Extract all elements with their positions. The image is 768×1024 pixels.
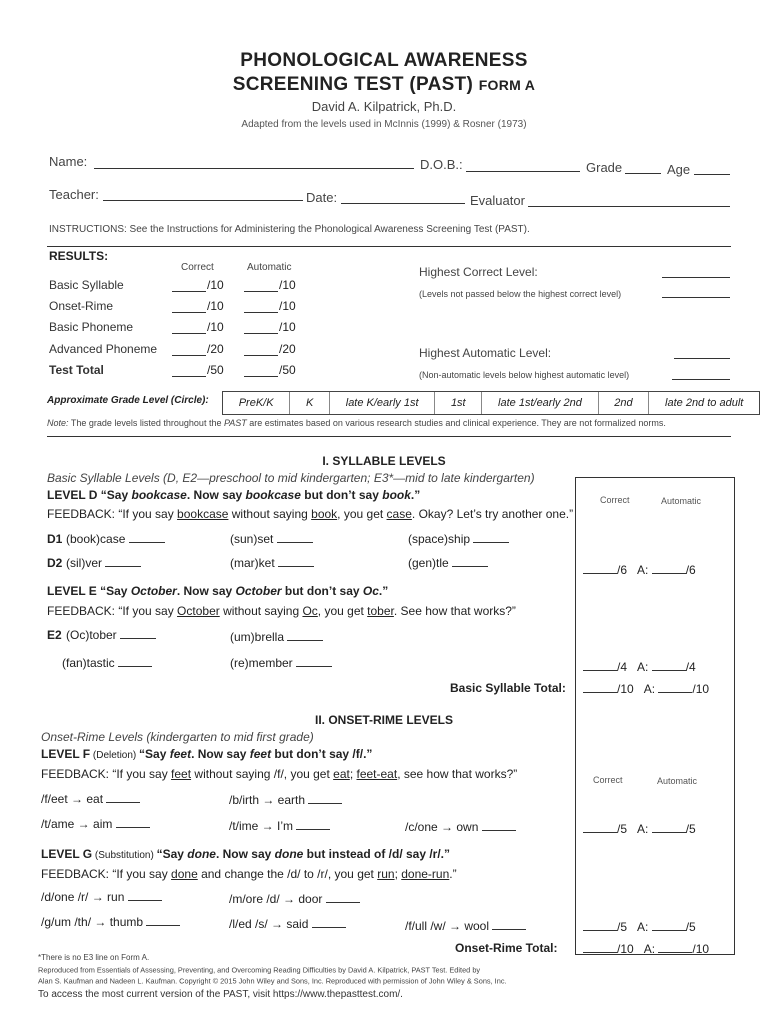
level-e-d: .”: [378, 584, 389, 598]
level-g-prompt: [41, 847, 450, 861]
form-label: FORM A: [478, 77, 536, 93]
instructions: INSTRUCTIONS: See the Instructions for Administering the Phonological Awareness Screening Test (PAST).: [49, 224, 530, 235]
note-text-a: The grade levels listed throughout the: [68, 418, 224, 428]
score-correct-blank[interactable]: [583, 832, 617, 833]
fb-e-c: , you get: [317, 604, 368, 618]
test-item-word: /d/one /r/ → run: [41, 890, 125, 904]
teacher-field[interactable]: [103, 200, 303, 201]
score-correct-blank[interactable]: [583, 573, 617, 574]
score-a-label: A:: [637, 920, 649, 934]
fb-e-u1: October: [177, 604, 220, 618]
note-text-b: are estimates based on various research studies and clinical experience. They are not formalized norms.: [246, 418, 666, 428]
level-d-w3: book: [382, 488, 411, 502]
score-line: [583, 682, 709, 696]
test-item-response[interactable]: [296, 829, 330, 830]
fb-f-c: ;: [349, 767, 357, 781]
level-d-w2: bookcase: [245, 488, 301, 502]
date-field[interactable]: [341, 203, 465, 204]
results-col-correct: Correct: [181, 262, 214, 273]
results-automatic-blank[interactable]: [244, 291, 278, 292]
fb-f-d: , see how that works?”: [397, 767, 518, 781]
test-item-word: (fan)tastic: [62, 656, 115, 670]
level-e-w2: October: [235, 584, 282, 598]
score-correct-blank[interactable]: [583, 930, 617, 931]
test-item: [41, 915, 180, 929]
non-automatic-field[interactable]: [672, 379, 730, 380]
level-f-w1: feet: [169, 747, 192, 761]
fb-g-u2: run: [377, 867, 395, 881]
non-automatic-label: (Non-automatic levels below highest automatic level): [419, 370, 630, 380]
test-item: [66, 532, 165, 546]
test-item: [230, 656, 332, 670]
score-automatic-blank[interactable]: [658, 692, 692, 693]
score-automatic-max: /5: [685, 822, 696, 836]
fb-g-a: FEEDBACK: “If you say: [41, 867, 172, 881]
test-item-response[interactable]: [116, 827, 150, 828]
test-item-word: /c/one → own: [405, 820, 479, 834]
section-1-title: I. SYLLABLE LEVELS: [322, 454, 446, 468]
test-item: [229, 892, 360, 906]
test-item-response[interactable]: [326, 902, 360, 903]
level-e-a: “Say: [96, 584, 131, 598]
grade-option[interactable]: 1st: [435, 392, 482, 414]
test-item-word: (sil)ver: [66, 556, 102, 570]
test-item: [66, 628, 156, 642]
fb-d-u3: case: [386, 507, 412, 521]
score-a-label: A:: [643, 682, 656, 696]
results-heading: RESULTS:: [49, 249, 109, 263]
results-row-label: Basic Phoneme: [49, 320, 134, 334]
test-item-word: /l/ed /s/ → said: [229, 917, 309, 931]
score-a-label: A:: [637, 822, 649, 836]
score-automatic-blank[interactable]: [658, 952, 692, 953]
test-item-response[interactable]: [452, 566, 488, 567]
fb-f-u3: feet-eat: [356, 767, 398, 781]
results-automatic-blank[interactable]: [244, 376, 278, 377]
score-correct-max: /4: [617, 660, 628, 674]
test-item: [230, 630, 323, 644]
fb-e-d: . See how that works?”: [393, 604, 516, 618]
results-automatic-max: /10: [279, 299, 296, 313]
grade-option[interactable]: PreK/K: [223, 392, 290, 414]
results-correct-max: /10: [207, 278, 224, 292]
levels-not-passed-field[interactable]: [662, 297, 730, 298]
level-g-a: “Say: [156, 847, 188, 861]
level-e-w1: October: [130, 584, 177, 598]
score-a-label: A:: [643, 942, 656, 956]
test-item: [229, 819, 330, 833]
age-field[interactable]: [694, 174, 730, 175]
test-item: [408, 532, 509, 546]
test-item-word: /f/eet → eat: [41, 792, 104, 806]
test-item-word: (mar)ket: [230, 556, 275, 570]
score-automatic-max: /5: [685, 920, 696, 934]
level-f-prompt: [41, 747, 372, 761]
highest-automatic-field[interactable]: [674, 358, 730, 359]
score-a-label: A:: [637, 563, 649, 577]
fb-g-u3: done-run: [401, 867, 450, 881]
title-line-2: [0, 74, 768, 96]
fb-f-b: without saying /f/, you get: [191, 767, 334, 781]
test-item-response[interactable]: [473, 542, 509, 543]
results-col-automatic: Automatic: [247, 262, 292, 273]
results-automatic-blank[interactable]: [244, 312, 278, 313]
level-g-c: but instead of /d/ say /r/.”: [303, 847, 451, 861]
test-item-response[interactable]: [482, 830, 516, 831]
fb-d-u1: bookcase: [177, 507, 229, 521]
test-item-word: /g/um /th/ → thumb: [41, 915, 144, 929]
grade-level-label: Approximate Grade Level (Circle):: [47, 395, 209, 406]
score-correct-blank[interactable]: [583, 670, 617, 671]
score-line: [583, 942, 709, 956]
test-item-response[interactable]: [287, 640, 323, 641]
box1-automatic: Automatic: [661, 496, 702, 506]
d1-label: D1: [47, 532, 63, 546]
fb-g-d: .”: [449, 867, 457, 881]
footer-access: To access the most current version of the PAST, visit https://www.thepasttest.com/.: [38, 989, 403, 1000]
highest-correct-field[interactable]: [662, 277, 730, 278]
results-automatic-blank[interactable]: [244, 355, 278, 356]
title-main: SCREENING TEST (PAST): [232, 74, 474, 95]
feedback-d: [47, 507, 573, 521]
results-row-label: Onset-Rime: [49, 299, 114, 313]
box1-correct: Correct: [600, 495, 630, 505]
score-automatic-max: /10: [692, 682, 710, 696]
level-e-c: but don’t say: [281, 584, 363, 598]
level-f-a: “Say: [139, 747, 170, 761]
test-item: [229, 917, 346, 931]
level-d-prompt: [47, 488, 420, 502]
test-item-response[interactable]: [312, 927, 346, 928]
fb-f-u1: feet: [171, 767, 192, 781]
fb-g-c: ;: [394, 867, 402, 881]
results-correct-max: /10: [207, 299, 224, 313]
test-item: [230, 532, 313, 546]
basic-syllable-total-label: Basic Syllable Total:: [450, 681, 566, 695]
date-label: Date:: [306, 190, 338, 205]
score-line: [583, 920, 696, 934]
test-item-response[interactable]: [492, 929, 526, 930]
test-item-response[interactable]: [308, 803, 342, 804]
results-automatic-blank[interactable]: [244, 333, 278, 334]
level-g-kind: (Substitution): [92, 850, 157, 861]
test-item-word: (um)brella: [230, 630, 285, 644]
results-row-label: Advanced Phoneme: [49, 342, 158, 356]
level-f-b: . Now say: [191, 747, 250, 761]
grade-field[interactable]: [625, 173, 661, 174]
dob-field[interactable]: [466, 171, 580, 172]
score-automatic-blank[interactable]: [652, 930, 686, 931]
level-e-prompt: [47, 584, 388, 598]
highest-automatic-label: Highest Automatic Level:: [419, 346, 552, 360]
title-line-1: PHONOLOGICAL AWARENESS: [240, 50, 528, 71]
results-correct-blank[interactable]: [172, 355, 206, 356]
results-correct-blank[interactable]: [172, 312, 206, 313]
test-item-response[interactable]: [296, 666, 332, 667]
score-correct-blank[interactable]: [583, 952, 617, 953]
level-d-w1: bookcase: [131, 488, 187, 502]
fb-g-b: and change the /d/ to /r/, you get: [197, 867, 378, 881]
results-automatic-max: /20: [279, 342, 296, 356]
fb-d-b: without saying: [228, 507, 312, 521]
level-d-b: . Now say: [186, 488, 246, 502]
test-item: [66, 556, 141, 570]
score-automatic-blank[interactable]: [652, 670, 686, 671]
grade-note: [47, 418, 666, 428]
test-item-response[interactable]: [105, 566, 141, 567]
section-2-title: II. ONSET-RIME LEVELS: [314, 713, 454, 727]
highest-correct-label: Highest Correct Level:: [419, 265, 538, 279]
score-a-label: A:: [637, 660, 649, 674]
fb-g-u1: done: [171, 867, 198, 881]
footer-star: *There is no E3 line on Form A.: [38, 953, 150, 962]
score-correct-max: /5: [617, 920, 628, 934]
divider: [47, 246, 731, 247]
feedback-g: [41, 867, 457, 881]
score-automatic-blank[interactable]: [652, 832, 686, 833]
level-d-c: but don’t say: [300, 488, 383, 502]
level-e-label: LEVEL E: [47, 584, 97, 598]
test-item-word: /m/ore /d/ → door: [229, 892, 323, 906]
results-automatic-max: /10: [279, 320, 296, 334]
fb-f-u2: eat: [333, 767, 350, 781]
grade-option[interactable]: 2nd: [599, 392, 650, 414]
feedback-f: [41, 767, 517, 781]
test-item-word: (book)case: [66, 532, 126, 546]
results-automatic-max: /10: [279, 278, 296, 292]
test-item: [229, 793, 342, 807]
level-e-b: . Now say: [176, 584, 236, 598]
test-item-response[interactable]: [146, 925, 180, 926]
test-item-response[interactable]: [118, 666, 152, 667]
feedback-e: [47, 604, 516, 618]
test-item: [230, 556, 314, 570]
score-line: [583, 563, 696, 577]
test-item: [41, 792, 140, 806]
grade-label: Grade: [586, 160, 623, 175]
fb-f-a: FEEDBACK: “If you say: [41, 767, 172, 781]
score-automatic-max: /10: [692, 942, 710, 956]
score-correct-max: /5: [617, 822, 628, 836]
level-g-w1: done: [187, 847, 216, 861]
level-f-w2: feet: [249, 747, 272, 761]
level-d-a: “Say: [97, 488, 132, 502]
onset-rime-total-label: Onset-Rime Total:: [455, 941, 558, 955]
results-correct-blank[interactable]: [172, 333, 206, 334]
score-automatic-blank[interactable]: [652, 573, 686, 574]
test-item-response[interactable]: [128, 900, 162, 901]
level-g-w2: done: [274, 847, 304, 861]
fb-d-d: . Okay? Let’s try another one.”: [411, 507, 574, 521]
test-item-word: (Oc)tober: [66, 628, 117, 642]
results-correct-max: /50: [207, 363, 224, 377]
score-correct-max: /6: [617, 563, 628, 577]
score-line: [583, 660, 696, 674]
grade-option[interactable]: late K/early 1st: [330, 392, 435, 414]
name-label: Name:: [49, 154, 88, 169]
test-item: [41, 890, 162, 904]
results-correct-max: /10: [207, 320, 224, 334]
fb-e-u3: tober: [367, 604, 394, 618]
test-item: [62, 656, 152, 670]
score-correct-blank[interactable]: [583, 692, 617, 693]
results-correct-blank[interactable]: [172, 376, 206, 377]
test-item-word: (gen)tle: [408, 556, 449, 570]
score-correct-max: /10: [617, 682, 634, 696]
grade-level-options: [222, 391, 760, 415]
results-row-label: Test Total: [49, 363, 104, 377]
box2-automatic: Automatic: [657, 776, 698, 786]
author: David A. Kilpatrick, Ph.D.: [311, 99, 457, 114]
score-correct-max: /10: [617, 942, 634, 956]
test-item-response[interactable]: [129, 542, 165, 543]
note-past: PAST: [223, 418, 247, 428]
test-item: [41, 817, 150, 831]
fb-d-a: FEEDBACK: “If you say: [47, 507, 178, 521]
results-correct-blank[interactable]: [172, 291, 206, 292]
score-automatic-max: /6: [685, 563, 696, 577]
divider: [47, 436, 731, 437]
fb-e-a: FEEDBACK: “If you say: [47, 604, 178, 618]
note-prefix: Note:: [47, 418, 69, 428]
grade-option[interactable]: late 1st/early 2nd: [482, 392, 598, 414]
test-item-word: (re)member: [230, 656, 293, 670]
test-item-word: /b/irth → earth: [229, 793, 306, 807]
grade-option[interactable]: K: [290, 392, 330, 414]
evaluator-field[interactable]: [528, 206, 730, 207]
adapted-note: Adapted from the levels used in McInnis (1999) & Rosner (1973): [241, 119, 527, 130]
dob-label: D.O.B.:: [420, 157, 463, 172]
test-item-response[interactable]: [106, 802, 140, 803]
footer-repro-1: Reproduced from Essentials of Assessing, Preventing, and Overcoming Reading Difficulties by David A. Kilpatrick, PAST Test. Edited by: [38, 966, 481, 975]
test-item-word: /f/ull /w/ → wool: [405, 919, 490, 933]
test-item-word: (space)ship: [408, 532, 471, 546]
section-2-subtitle: Onset-Rime Levels (kindergarten to mid first grade): [41, 730, 314, 744]
test-item-response[interactable]: [278, 566, 314, 567]
fb-e-b: without saying: [219, 604, 303, 618]
fb-d-c: , you get: [337, 507, 387, 521]
test-item-response[interactable]: [120, 638, 156, 639]
box2-correct: Correct: [593, 775, 623, 785]
test-item-word: (sun)set: [230, 532, 274, 546]
results-correct-max: /20: [207, 342, 224, 356]
e2-label: E2: [47, 628, 62, 642]
section-1-subtitle: Basic Syllable Levels (D, E2—preschool to mid kindergarten; E3*—mid to late kindergarten): [47, 471, 535, 485]
level-g-label: LEVEL G: [41, 847, 93, 861]
results-automatic-max: /50: [279, 363, 296, 377]
d2-label: D2: [47, 556, 63, 570]
test-item: [408, 556, 488, 570]
level-g-b: . Now say: [215, 847, 275, 861]
name-field[interactable]: [94, 168, 414, 169]
grade-option[interactable]: late 2nd to adult: [665, 397, 744, 409]
evaluator-label: Evaluator: [470, 193, 525, 208]
test-item: [405, 919, 526, 933]
score-line: [583, 822, 696, 836]
teacher-label: Teacher:: [49, 187, 99, 202]
levels-not-passed-label: (Levels not passed below the highest correct level): [419, 289, 622, 299]
level-d-label: LEVEL D: [47, 488, 98, 502]
test-item-response[interactable]: [277, 542, 313, 543]
footer-repro-2: Alan S. Kaufman and Nadeen L. Kaufman. Copyright © 2015 John Wiley and Sons, Inc. Reproduced with permission of John Wiley & Sons, Inc.: [38, 977, 507, 986]
test-item-word: /t/ime → I’m: [229, 819, 294, 833]
level-f-kind: (Deletion): [90, 750, 140, 761]
test-item-word: /t/ame → aim: [41, 817, 113, 831]
fb-e-u2: Oc: [302, 604, 318, 618]
level-f-c: but don’t say /f/.”: [271, 747, 373, 761]
level-d-d: .”: [410, 488, 421, 502]
age-label: Age: [667, 162, 691, 177]
level-f-label: LEVEL F: [41, 747, 91, 761]
fb-d-u2: book: [311, 507, 338, 521]
test-item: [405, 820, 516, 834]
score-automatic-max: /4: [685, 660, 696, 674]
results-row-label: Basic Syllable: [49, 278, 124, 292]
level-e-w3: Oc: [362, 584, 379, 598]
